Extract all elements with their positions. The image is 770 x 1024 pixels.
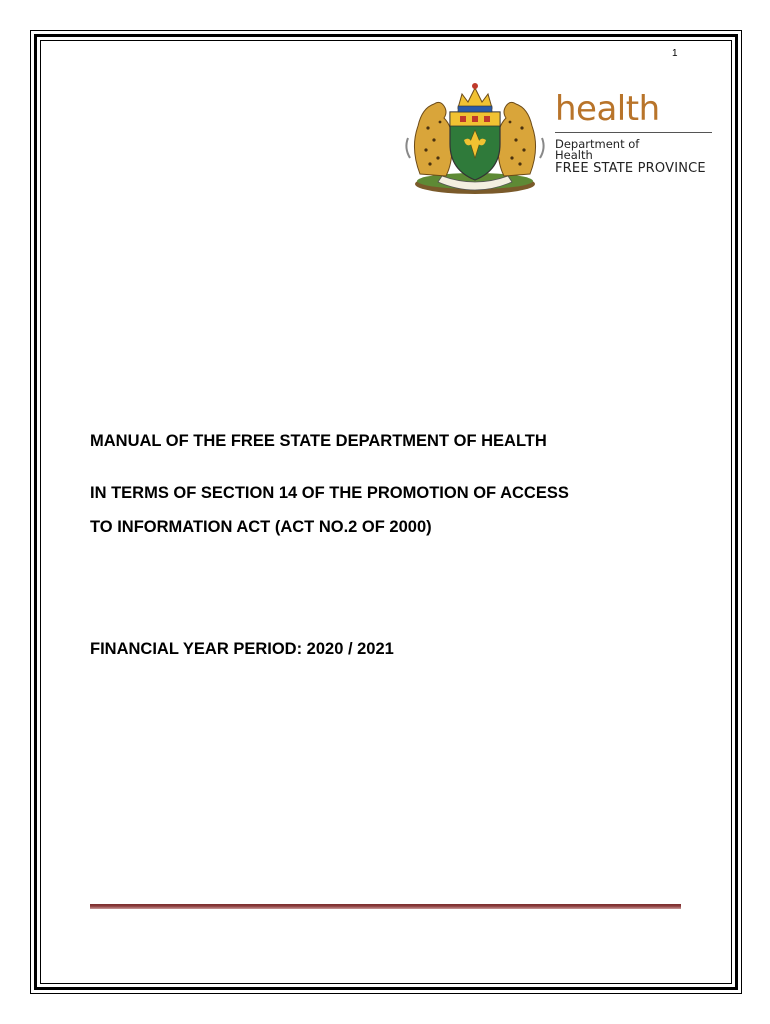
logo-divider bbox=[555, 132, 712, 133]
document-subtitle-line-2: TO INFORMATION ACT (ACT NO.2 OF 2000) bbox=[90, 518, 432, 536]
footer-divider bbox=[90, 904, 681, 909]
page-border-inner bbox=[40, 40, 732, 984]
document-title: MANUAL OF THE FREE STATE DEPARTMENT OF HEALTH bbox=[90, 432, 547, 450]
coat-of-arms-icon bbox=[400, 78, 550, 196]
department-logo bbox=[555, 89, 715, 176]
document-subtitle-line-1: IN TERMS OF SECTION 14 OF THE PROMOTION OF ACCESS bbox=[90, 484, 569, 502]
logo-health: Health bbox=[555, 148, 593, 162]
logo-province: FREE STATE PROVINCE bbox=[555, 161, 706, 176]
page-number: 1 bbox=[672, 48, 678, 59]
logo-health-wordmark: health bbox=[555, 89, 660, 129]
logo-department-of: Department of bbox=[555, 137, 640, 151]
financial-year-period: FINANCIAL YEAR PERIOD: 2020 / 2021 bbox=[90, 640, 394, 658]
